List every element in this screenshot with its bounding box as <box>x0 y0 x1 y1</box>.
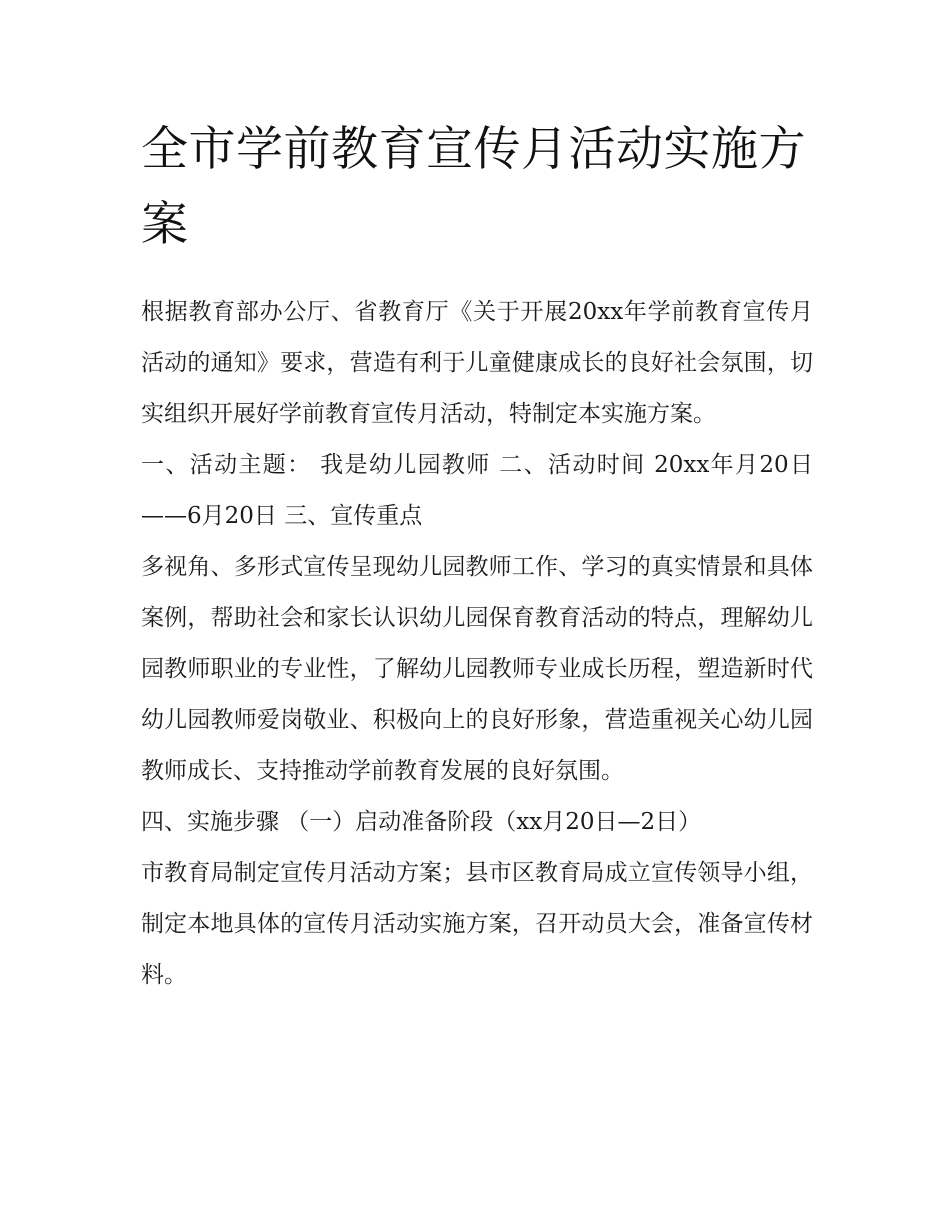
paragraph-preparation: 市教育局制定宣传月活动方案；县市区教育局成立宣传领导小组，制定本地具体的宣传月活动实施方案，召开动员大会，准备宣传材料。 <box>141 860 813 988</box>
paragraph-theme-time-focus: 一、活动主题： 我是幼儿园教师 二、活动时间 20xx年月20日——6月20日 三、宣传重点 <box>141 452 813 529</box>
paragraph-steps-heading: 四、实施步骤 （一）启动准备阶段（xx月20日—2日） <box>141 809 702 835</box>
paragraph-intro: 根据教育部办公厅、省教育厅《关于开展20xx年学前教育宣传月活动的通知》要求，营造有利于儿童健康成长的良好社会氛围，切实组织开展好学前教育宣传月活动，特制定本实施方案。 <box>141 299 813 427</box>
document-body <box>141 112 813 1001</box>
paragraph-publicity-focus: 多视角、多形式宣传呈现幼儿园教师工作、学习的真实情景和具体案例，帮助社会和家长认识幼儿园保育教育活动的特点，理解幼儿园教师职业的专业性，了解幼儿园教师专业成长历程，塑造新时代幼儿园教师爱岗敬业、积极向上的良好形象，营造重视关心幼儿园教师成长、支持推动学前教育发展的良好氛围。 <box>141 554 813 784</box>
document-title: 全市学前教育宣传月活动实施方案 <box>141 122 806 252</box>
